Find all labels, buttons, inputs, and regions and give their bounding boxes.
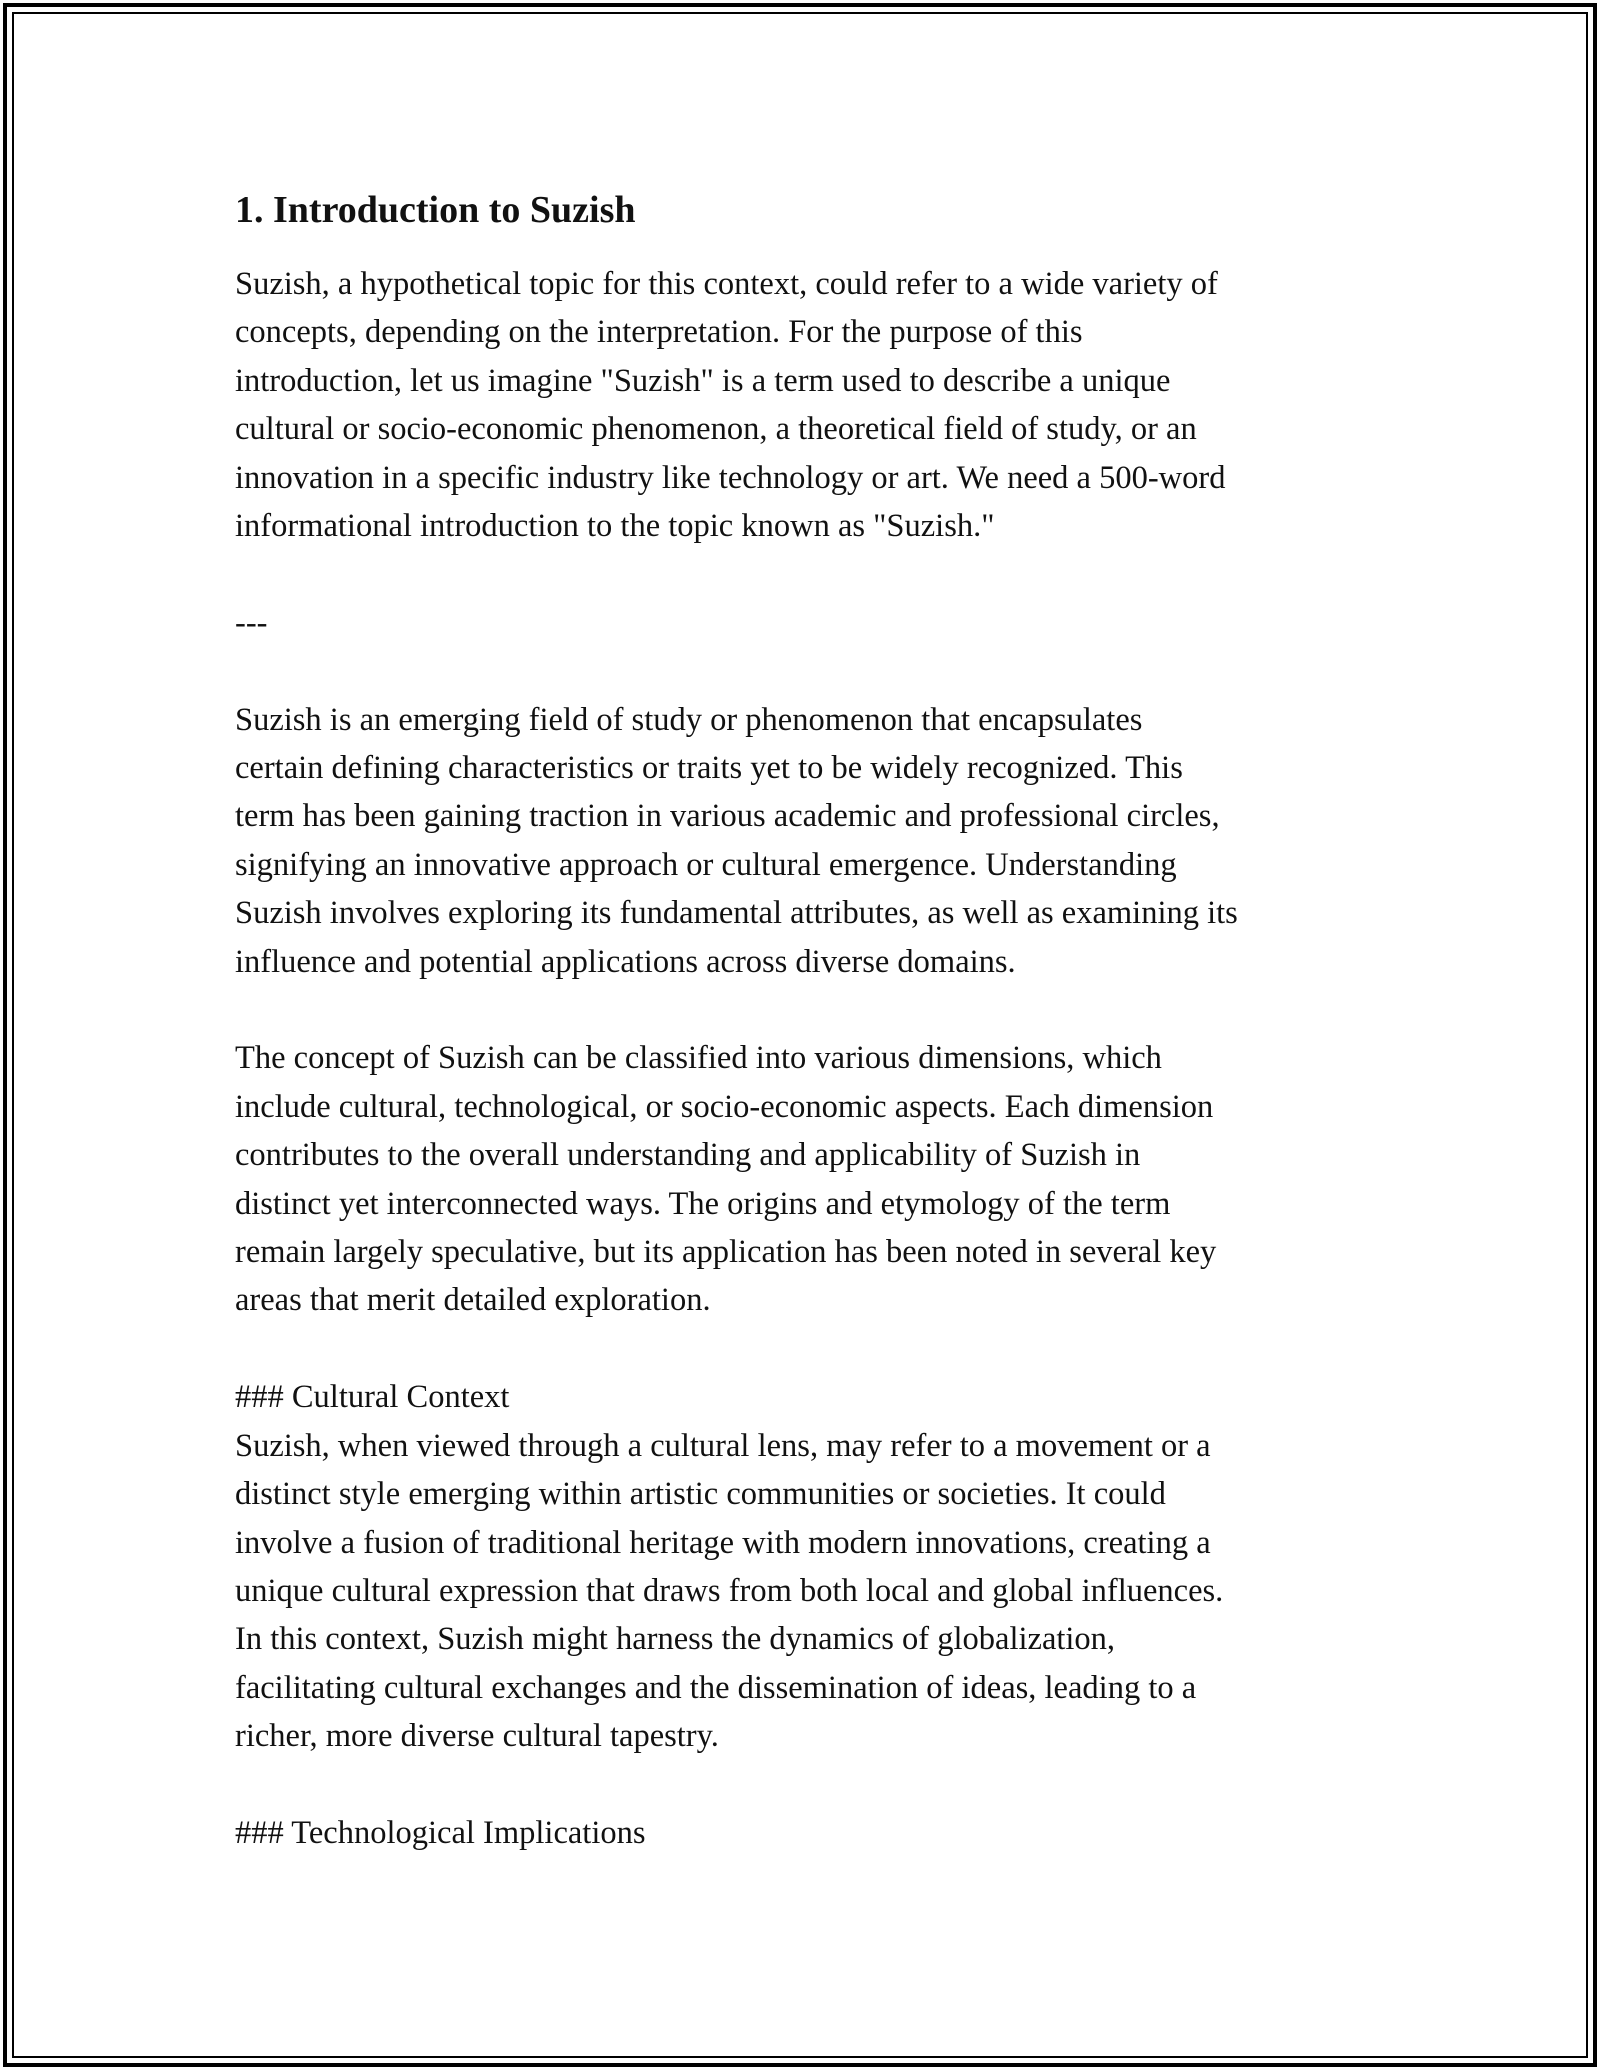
text-line: term has been gaining traction in various academic and professional circles, xyxy=(235,798,1220,835)
text-line: involve a fusion of traditional heritage with modern innovations, creating a xyxy=(235,1524,1211,1561)
text-line: areas that merit detailed exploration. xyxy=(235,1282,711,1319)
text-line: certain defining characteristics or traits yet to be widely recognized. This xyxy=(235,750,1183,787)
paragraph-gap xyxy=(235,1325,1375,1373)
text-line: Suzish is an emerging field of study or phenomenon that encapsulates xyxy=(235,701,1143,738)
text-line: unique cultural expression that draws from both local and global influences. xyxy=(235,1572,1224,1609)
paragraph-emerging-field xyxy=(235,696,1375,986)
separator xyxy=(235,599,1375,647)
text-line: remain largely speculative, but its application has been noted in several key xyxy=(235,1234,1217,1271)
paragraph-dimensions xyxy=(235,1034,1375,1324)
text-line: distinct yet interconnected ways. The origins and etymology of the term xyxy=(235,1185,1171,1222)
text-line: innovation in a specific industry like technology or art. We need a 500-word xyxy=(235,459,1226,496)
text-line: cultural or socio-economic phenomenon, a theoretical field of study, or an xyxy=(235,411,1197,448)
text-line: Suzish, a hypothetical topic for this context, could refer to a wide variety of xyxy=(235,266,1218,302)
page-title: 1. Introduction to Suzish xyxy=(235,189,636,231)
paragraph-gap xyxy=(235,1761,1375,1809)
text-line: introduction, let us imagine "Suzish" is a term used to describe a unique xyxy=(235,362,1171,399)
text-line: contributes to the overall understanding and applicability of Suzish in xyxy=(235,1137,1141,1174)
text-line: Suzish, when viewed through a cultural lens, may refer to a movement or a xyxy=(235,1427,1211,1464)
paragraph-gap xyxy=(235,647,1375,695)
section-heading-technological-implications: ### Technological Implications xyxy=(235,1814,646,1851)
paragraph-intro xyxy=(235,260,1375,550)
text-line: concepts, depending on the interpretation. For the purpose of this xyxy=(235,314,1083,351)
text-line: influence and potential applications across diverse domains. xyxy=(235,943,1016,980)
paragraph-technological xyxy=(235,1809,1375,1857)
separator-line: --- xyxy=(235,604,268,641)
section-heading-cultural-context: ### Cultural Context xyxy=(235,1379,510,1416)
paragraph-gap xyxy=(235,986,1375,1034)
text-line: richer, more diverse cultural tapestry. xyxy=(235,1718,719,1755)
text-line: facilitating cultural exchanges and the dissemination of ideas, leading to a xyxy=(235,1669,1197,1706)
paragraph-cultural-context xyxy=(235,1373,1375,1760)
text-line: include cultural, technological, or socio-economic aspects. Each dimension xyxy=(235,1088,1214,1125)
text-line: Suzish involves exploring its fundamental attributes, as well as examining its xyxy=(235,895,1238,932)
text-line: informational introduction to the topic known as "Suzish." xyxy=(235,508,995,545)
paragraph-gap xyxy=(235,550,1375,598)
text-line: distinct style emerging within artistic communities or societies. It could xyxy=(235,1476,1166,1513)
text-line: signifying an innovative approach or cultural emergence. Understanding xyxy=(235,846,1177,883)
document-body xyxy=(235,184,1375,1857)
text-line: The concept of Suzish can be classified into various dimensions, which xyxy=(235,1040,1162,1077)
text-line: In this context, Suzish might harness the dynamics of globalization, xyxy=(235,1621,1116,1658)
